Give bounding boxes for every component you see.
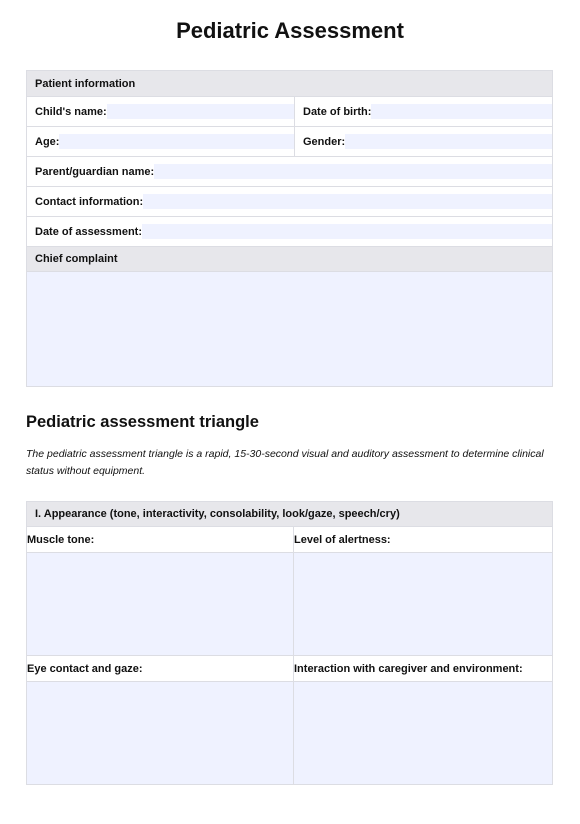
childs-name-cell <box>27 97 295 127</box>
gender-input[interactable] <box>345 134 552 149</box>
parent-cell <box>27 157 553 187</box>
contact-cell <box>27 187 553 217</box>
muscle-tone-cell <box>27 553 294 656</box>
page-title: Pediatric Assessment <box>176 18 404 43</box>
dob-cell <box>295 97 553 127</box>
contact-label: Contact information: <box>27 194 143 209</box>
interaction-label: Interaction with caregiver and environment: <box>294 656 553 682</box>
muscle-tone-label: Muscle tone: <box>27 527 294 553</box>
assessment-date-cell <box>27 217 553 247</box>
age-label: Age: <box>27 134 59 149</box>
dob-input[interactable] <box>371 104 552 119</box>
eye-contact-input[interactable] <box>27 718 293 748</box>
age-input[interactable] <box>59 134 294 149</box>
triangle-heading: Pediatric assessment triangle <box>26 413 259 431</box>
parent-input[interactable] <box>154 164 552 179</box>
patient-info-table <box>26 70 553 387</box>
gender-cell <box>295 127 553 157</box>
alertness-cell <box>294 553 553 656</box>
triangle-intro: The pediatric assessment triangle is a rapid, 15-30-second visual and auditory assessment to determine clinical status without equipment. <box>26 448 544 477</box>
chief-complaint-header: Chief complaint <box>27 247 553 272</box>
eye-contact-cell <box>27 682 294 785</box>
muscle-tone-input[interactable] <box>27 589 293 619</box>
interaction-input[interactable] <box>294 718 552 748</box>
gender-label: Gender: <box>295 134 345 149</box>
age-cell <box>27 127 295 157</box>
childs-name-label: Child's name: <box>27 104 107 119</box>
eye-contact-label: Eye contact and gaze: <box>27 656 294 682</box>
interaction-cell <box>294 682 553 785</box>
assessment-date-input[interactable] <box>142 224 552 239</box>
chief-complaint-cell <box>27 272 553 387</box>
childs-name-input[interactable] <box>107 104 294 119</box>
parent-label: Parent/guardian name: <box>27 164 154 179</box>
appearance-table <box>26 501 553 785</box>
dob-label: Date of birth: <box>295 104 371 119</box>
alertness-input[interactable] <box>294 589 552 619</box>
contact-input[interactable] <box>143 194 552 209</box>
alertness-label: Level of alertness: <box>294 527 553 553</box>
appearance-header: I. Appearance (tone, interactivity, consolability, look/gaze, speech/cry) <box>27 502 553 527</box>
chief-complaint-input[interactable] <box>27 314 552 344</box>
patient-info-header: Patient information <box>27 71 553 97</box>
assessment-date-label: Date of assessment: <box>27 224 142 239</box>
